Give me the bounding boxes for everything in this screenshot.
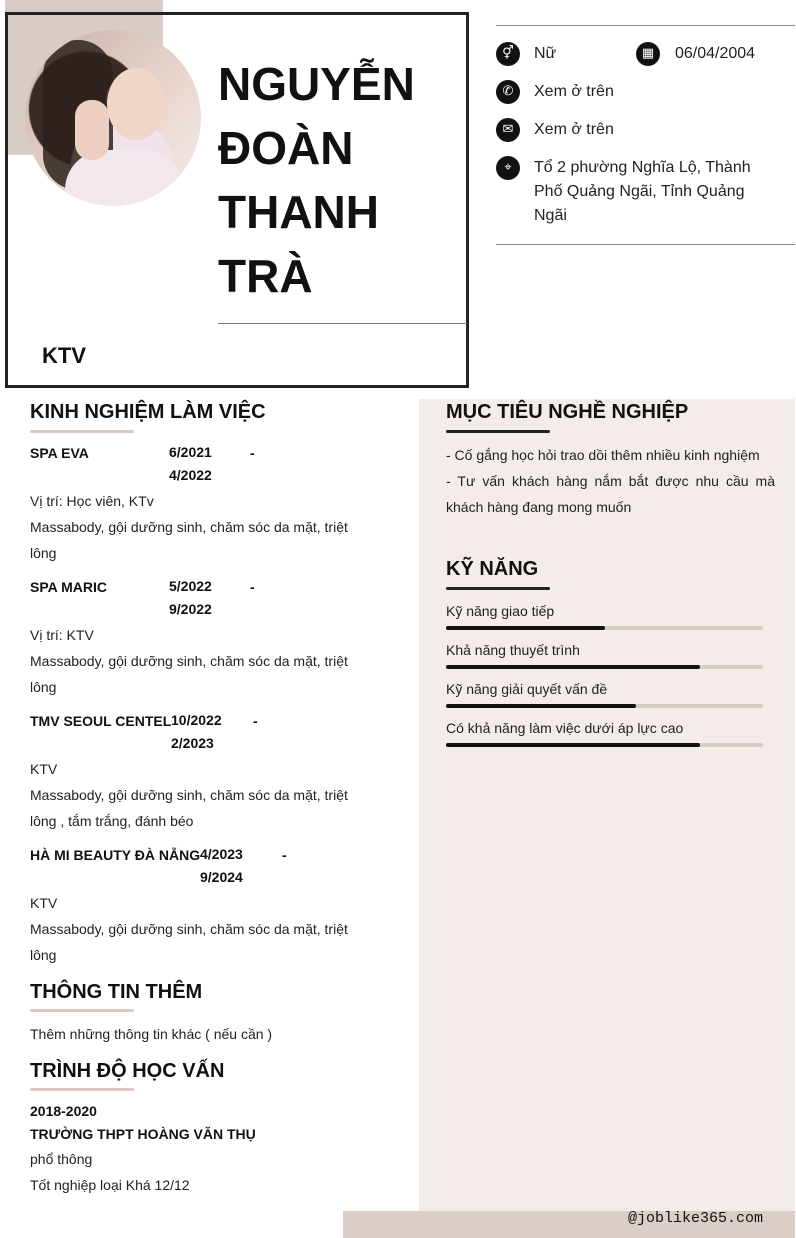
gender-icon: ⚥ — [496, 42, 520, 66]
phone-icon: ✆ — [496, 80, 520, 104]
job-position: Vị trí: Học viên, KTv — [30, 493, 154, 509]
education-years: 2018-2020 — [30, 1103, 97, 1119]
job-end: 4/2022 — [169, 467, 212, 483]
job-company: SPA MARIC — [30, 579, 107, 595]
email-value: Xem ở trên — [534, 121, 614, 138]
job-position: Vị trí: KTV — [30, 627, 94, 643]
skill-bar — [446, 743, 763, 747]
birthday-value: 06/04/2004 — [675, 45, 756, 62]
job-start: 10/2022 — [171, 712, 222, 728]
job-description: Massabody, gội dưỡng sinh, chăm sóc da mặt, triệt lông — [30, 653, 348, 695]
job-position: KTV — [30, 761, 58, 777]
address-value: Tổ 2 phường Nghĩa Lộ, Thành Phố Quảng Ngãi, Tỉnh Quảng Ngãi — [534, 159, 751, 224]
skill-label: Kỹ năng giao tiếp — [446, 603, 555, 619]
divider — [496, 25, 795, 26]
job-start: 4/2023 — [200, 846, 243, 862]
job-description: Massabody, gội dưỡng sinh, chăm sóc da mặt, triệt lông , tắm trắng, đánh béo — [30, 787, 348, 829]
skills-title: KỸ NĂNG — [446, 558, 539, 580]
candidate-role: KTV — [42, 343, 86, 368]
section-underline — [30, 1088, 134, 1091]
job-end: 2/2023 — [171, 735, 214, 751]
calendar-icon: ▦ — [636, 42, 660, 66]
skill-bar-fill — [446, 704, 636, 708]
gender-value: Nữ — [534, 45, 557, 62]
job-dash: - — [282, 847, 287, 863]
location-pin-icon: ⌖ — [496, 156, 520, 180]
education-result: Tốt nghiệp loại Khá 12/12 — [30, 1177, 190, 1193]
skill-bar-fill — [446, 665, 700, 669]
skill-bar — [446, 665, 763, 669]
skill-bar — [446, 704, 763, 708]
skill-label: Khả năng thuyết trình — [446, 642, 580, 658]
right-panel — [419, 399, 795, 1211]
extra-title: THÔNG TIN THÊM — [30, 981, 203, 1003]
skill-label: Có khả năng làm việc dưới áp lực cao — [446, 720, 684, 736]
job-company: HÀ MI BEAUTY ĐÀ NẴNG — [30, 847, 201, 863]
section-underline — [446, 430, 550, 433]
job-start: 6/2021 — [169, 444, 212, 460]
job-dash: - — [250, 579, 255, 595]
experience-title: KINH NGHIỆM LÀM VIỆC — [30, 401, 266, 423]
skill-bar — [446, 626, 763, 630]
job-end: 9/2022 — [169, 601, 212, 617]
education-major: phổ thông — [30, 1151, 93, 1167]
phone-value: Xem ở trên — [534, 83, 614, 100]
job-company: SPA EVA — [30, 445, 89, 461]
footer-site: @joblike365.com — [628, 1210, 764, 1227]
section-underline — [446, 587, 550, 590]
skill-bar-fill — [446, 626, 605, 630]
education-title: TRÌNH ĐỘ HỌC VẤN — [30, 1060, 225, 1082]
skill-bar-fill — [446, 743, 700, 747]
mail-icon: ✉ — [496, 118, 520, 142]
job-position: KTV — [30, 895, 58, 911]
job-end: 9/2024 — [200, 869, 243, 885]
education-school: TRƯỜNG THPT HOÀNG VĂN THỤ — [30, 1126, 256, 1142]
job-dash: - — [250, 445, 255, 461]
job-start: 5/2022 — [169, 578, 212, 594]
avatar — [25, 30, 201, 206]
candidate-name: NGUYỄN ĐOÀN THANH TRÀ — [218, 58, 415, 302]
job-description: Massabody, gội dưỡng sinh, chăm sóc da mặt, triệt lông — [30, 519, 348, 561]
objective-title: MỤC TIÊU NGHỀ NGHIỆP — [446, 401, 689, 423]
section-underline — [30, 430, 134, 433]
job-dash: - — [253, 713, 258, 729]
objective-line: - Tư vấn khách hàng nắm bắt được nhu cầu mà khách hàng đang mong muốn — [446, 473, 775, 515]
objective-line: - Cố gắng học hỏi trao dồi thêm nhiều kinh nghiệm — [446, 447, 760, 463]
divider — [496, 244, 795, 245]
divider — [218, 323, 467, 324]
extra-text: Thêm những thông tin khác ( nếu cần ) — [30, 1026, 273, 1042]
skill-label: Kỹ năng giải quyết vấn đề — [446, 681, 608, 697]
job-description: Massabody, gội dưỡng sinh, chăm sóc da mặt, triệt lông — [30, 921, 348, 963]
section-underline — [30, 1009, 134, 1012]
job-company: TMV SEOUL CENTEL — [30, 713, 172, 729]
